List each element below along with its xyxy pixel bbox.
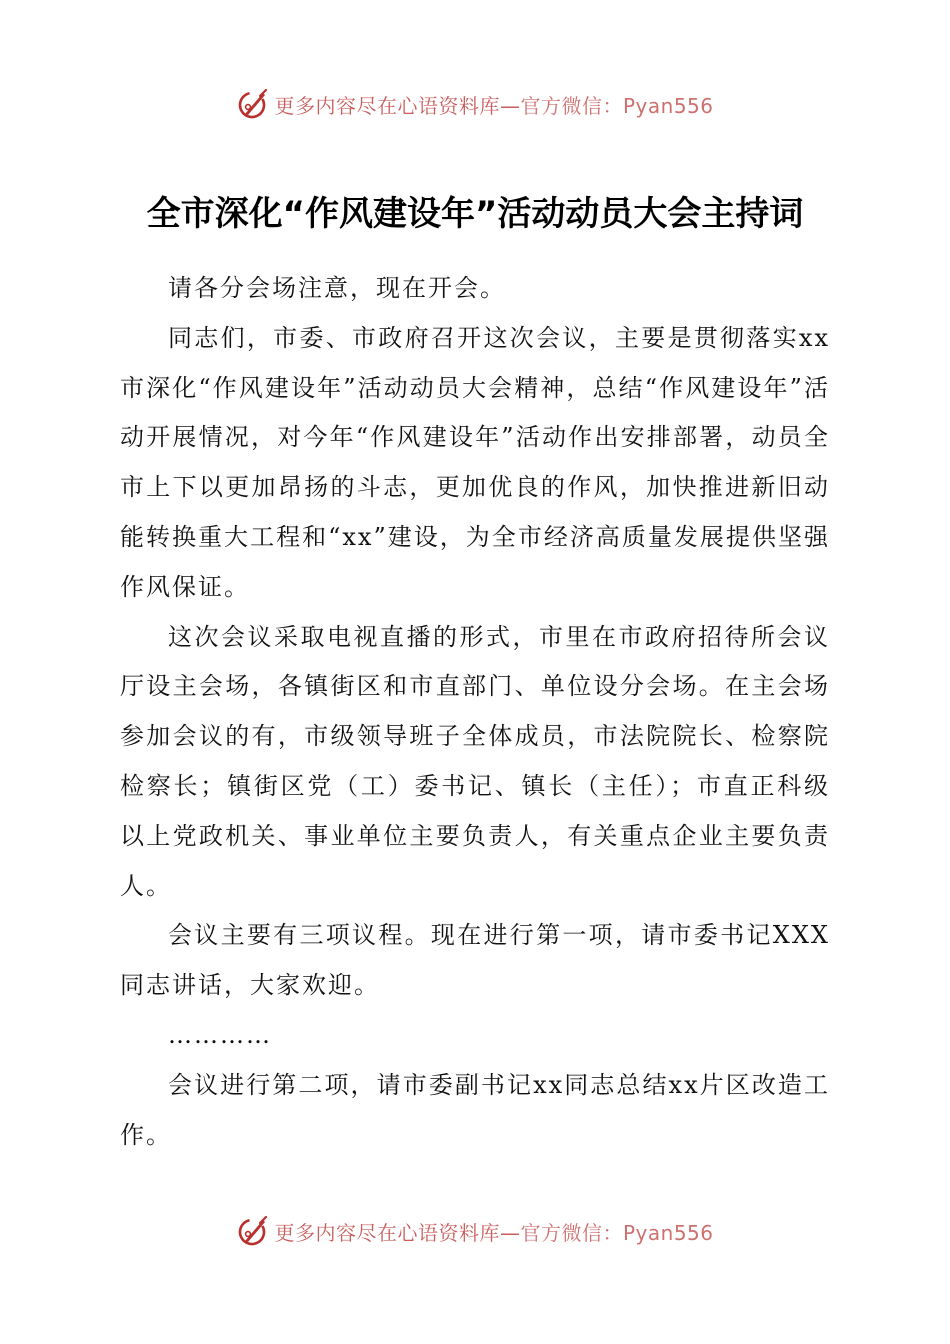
paragraph: 请各分会场注意，现在开会。	[168, 274, 506, 302]
document-title: 全市深化“作风建设年”活动动员大会主持词	[146, 194, 804, 234]
ellipsis-paragraph: …………	[168, 1020, 272, 1049]
watermark-text: 更多内容尽在心语资料库—官方微信：Pyan556	[274, 93, 714, 118]
paragraph: 同志们，市委、市政府召开这次会议，主要是贯彻落实xx市深化“作风建设年”活动动员大会精神，总结“作风建设年”活动开展情况，对今年“作风建设年”活动作出安排部署，动员全市上下以更加昂扬的斗志，更加优良的作风，加快推进新旧动能转换重大工程和“xx”建设，为全市经济高质量发展提供坚强作风保证。	[120, 323, 830, 601]
paragraph: 会议进行第二项，请市委副书记xx同志总结xx片区改造工作。	[120, 1070, 830, 1149]
paragraph: 会议主要有三项议程。现在进行第一项，请市委书记XXX同志讲话，大家欢迎。	[120, 921, 830, 1000]
header-watermark-banner	[0, 84, 950, 124]
document-body	[120, 264, 830, 1160]
footer-watermark-banner	[0, 1211, 950, 1251]
quill-pen-logo-icon	[236, 87, 270, 121]
paragraph: 这次会议采取电视直播的形式，市里在市政府招待所会议厅设主会场，各镇街区和市直部门、单位设分会场。在主会场参加会议的有，市级领导班子全体成员，市法院院长、检察院检察长；镇街区党（工）委书记、镇长（主任）；市直正科级以上党政机关、事业单位主要负责人，有关重点企业主要负责人。	[120, 622, 830, 900]
watermark-text: 更多内容尽在心语资料库—官方微信：Pyan556	[274, 1220, 714, 1245]
quill-pen-logo-icon	[236, 1214, 270, 1248]
